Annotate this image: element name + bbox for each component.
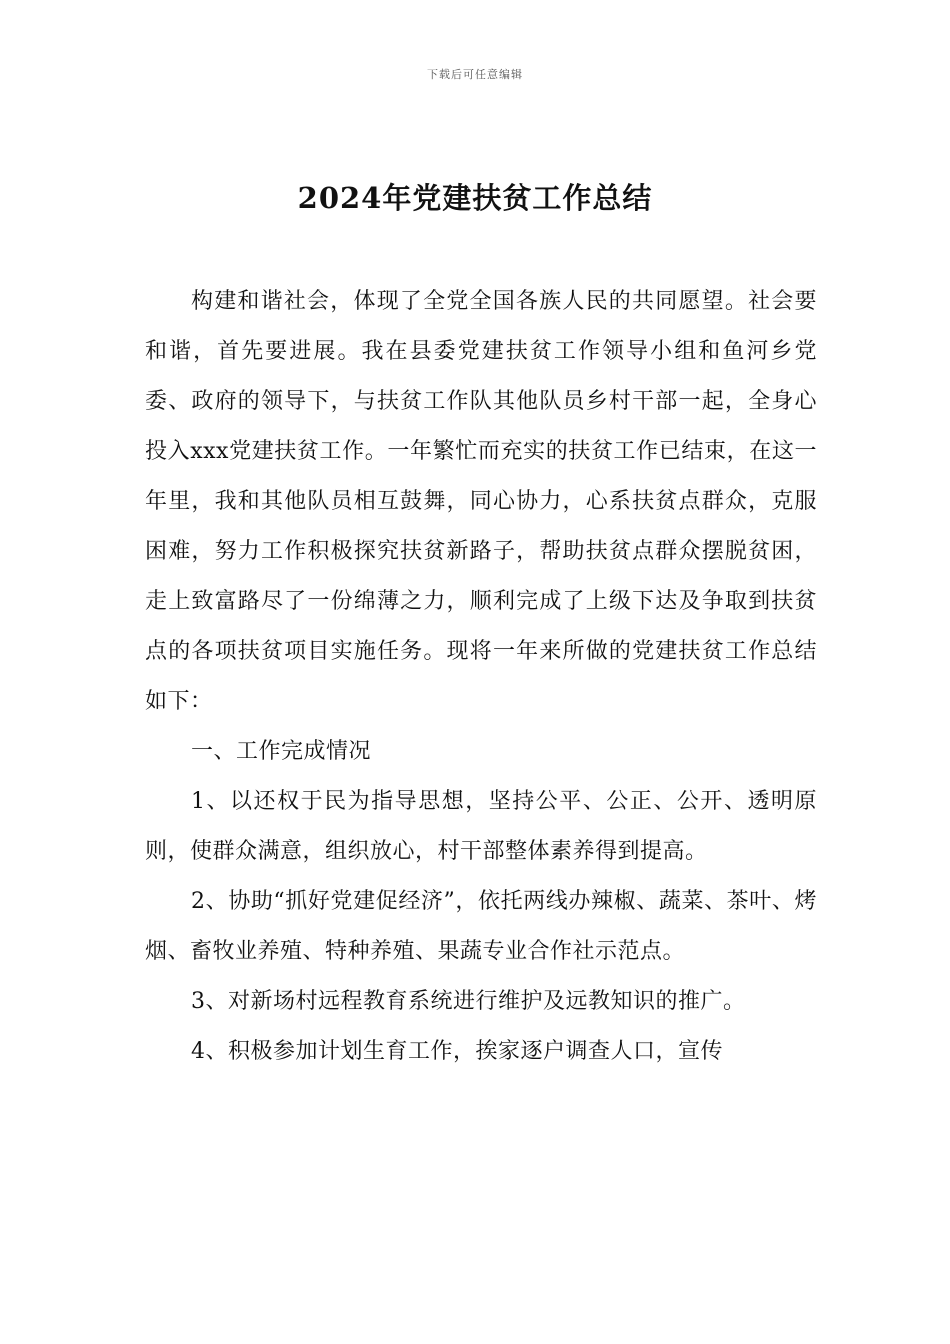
paragraph-item-4: 4、积极参加计划生育工作，挨家逐户调查人口，宣传 — [191, 1039, 723, 1064]
page-header-note: 下载后可任意编辑 — [427, 68, 523, 81]
paragraph-item-2: 2、协助“抓好党建促经济”，依托两线办辣椒、蔬菜、茶叶、烤烟、畜牧业养殖、特种养殖、果蔬专业合作社示范点。 — [145, 889, 817, 964]
document-body — [145, 277, 817, 1077]
section-heading-work-status: 一、工作完成情况 — [191, 739, 372, 764]
paragraph-intro: 构建和谐社会，体现了全党全国各族人民的共同愿望。社会要和谐，首先要进展。我在县委党建扶贫工作领导小组和鱼河乡党委、政府的领导下，与扶贫工作队其他队员乡村干部一起，全身心投入xxx党建扶贫工作。一年繁忙而充实的扶贫工作已结束，在这一年里，我和其他队员相互鼓舞，同心协力，心系扶贫点群众，克服困难，努力工作积极探究扶贫新路子，帮助扶贫点群众摆脱贫困，走上致富路尽了一份绵薄之力，顺利完成了上级下达及争取到扶贫点的各项扶贫项目实施任务。现将一年来所做的党建扶贫工作总结如下： — [145, 289, 817, 714]
paragraph-item-1: 1、以还权于民为指导思想，坚持公平、公正、公开、透明原则，使群众满意，组织放心，村干部整体素养得到提高。 — [145, 789, 817, 864]
document-title: 2024年党建扶贫工作总结 — [297, 181, 653, 215]
paragraph-item-3: 3、对新场村远程教育系统进行维护及远教知识的推广。 — [191, 989, 746, 1014]
